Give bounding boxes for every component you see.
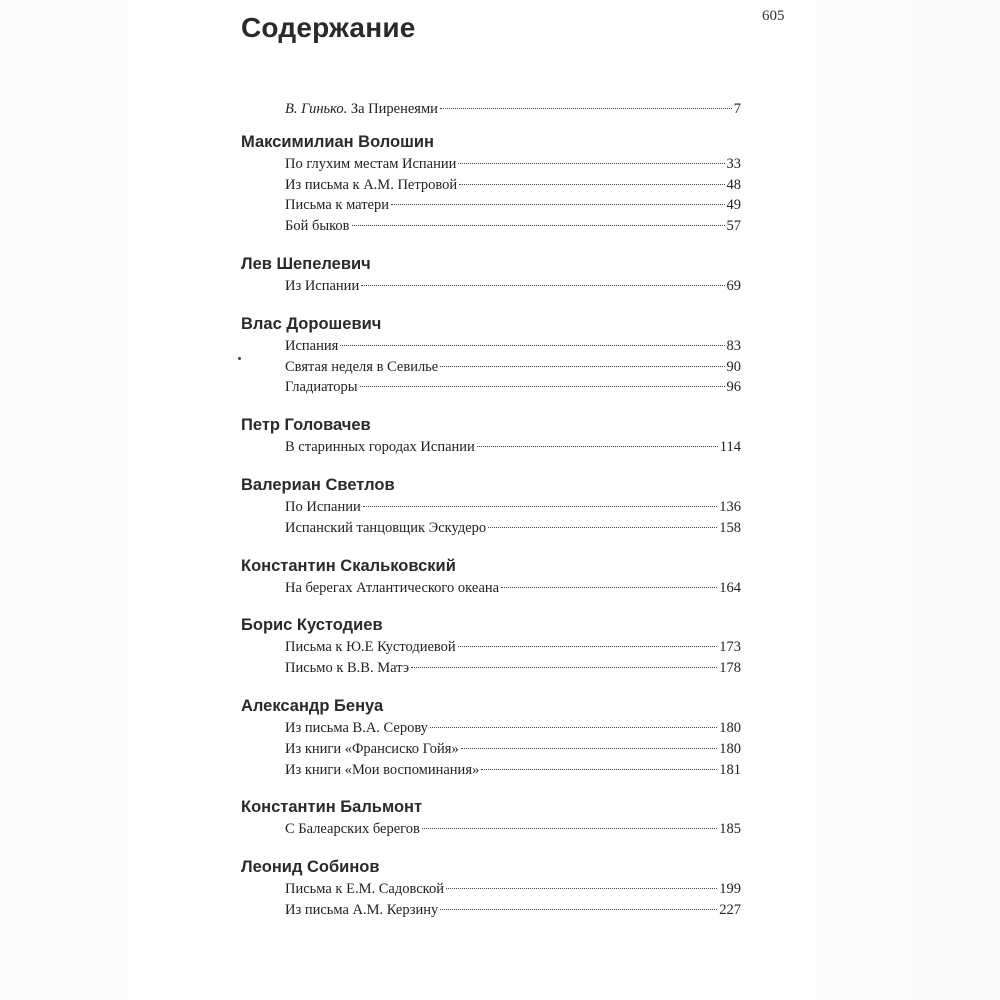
- dot-leader: [361, 285, 724, 286]
- toc-entry-title: Письма к матери: [285, 197, 390, 214]
- toc-entry-title: Из письма А.М. Керзину: [285, 901, 439, 918]
- toc-entry-title: Из Испании: [285, 277, 360, 294]
- dot-leader: [430, 727, 717, 728]
- toc-entry: [285, 819, 741, 840]
- toc-entry-page: 90: [726, 358, 741, 375]
- dot-leader: [461, 748, 718, 749]
- toc-entry-title: В старинных городах Испании: [285, 439, 475, 456]
- toc-entry-title: Из письма к А.М. Петровой: [285, 176, 458, 193]
- section-author: Константин Скальковский: [241, 556, 456, 575]
- toc-entry-page: 180: [719, 719, 741, 736]
- toc-entry-title: Из письма В.А. Серову: [285, 719, 428, 736]
- toc-entry-page: 96: [726, 379, 741, 396]
- section-author: Валериан Светлов: [241, 475, 395, 494]
- dot-leader: [363, 506, 718, 507]
- section-author: Влас Дорошевич: [241, 314, 382, 333]
- dot-leader: [446, 888, 717, 889]
- toc-entry-page: 7: [733, 101, 741, 117]
- toc-entry-page: 173: [719, 639, 741, 656]
- toc-entry-page: 57: [726, 218, 741, 235]
- toc-entry: [285, 900, 741, 921]
- toc-entry-page: 227: [719, 901, 741, 918]
- dot-leader: [352, 225, 725, 226]
- section-author: Леонид Собинов: [241, 858, 380, 877]
- toc-entry-page: 158: [719, 519, 741, 536]
- toc-entry: [285, 437, 741, 458]
- page-title: Содержание: [241, 12, 416, 43]
- dot-leader: [440, 909, 717, 910]
- toc-entry-title: [285, 99, 438, 120]
- toc-entry-title: Письма к Е.М. Садовской: [285, 881, 444, 898]
- toc-entry: [285, 377, 741, 398]
- toc-entry-title: Письмо к В.В. Матэ: [285, 660, 410, 677]
- toc-section: [241, 554, 741, 599]
- toc-entry-page: 69: [726, 277, 741, 294]
- toc-entry-title: Из книги «Мои воспоминания»: [285, 761, 480, 778]
- dot-leader: [488, 527, 717, 528]
- toc-entry: [285, 879, 741, 900]
- toc-entry-page: 33: [726, 155, 741, 172]
- section-author: Максимилиан Волошин: [241, 132, 434, 151]
- toc-entry: [285, 357, 741, 378]
- toc-entry: [285, 497, 741, 518]
- dot-leader: [501, 587, 717, 588]
- toc-entry-page: 180: [719, 740, 741, 757]
- toc-entry: [285, 154, 741, 175]
- dot-leader: [458, 646, 718, 647]
- toc-sections: [241, 130, 741, 921]
- toc-entry: [285, 99, 741, 120]
- toc-intro: [241, 99, 741, 120]
- toc-section: [241, 795, 741, 840]
- section-author: Борис Кустодиев: [241, 616, 383, 635]
- toc-entry-page: 185: [719, 821, 741, 838]
- toc-entry-title: Письма к Ю.Е Кустодиевой: [285, 639, 456, 656]
- toc-entry: [285, 760, 741, 781]
- dot-leader: [440, 108, 732, 109]
- toc-entry: [285, 637, 741, 658]
- toc-entry-page: 178: [719, 660, 741, 677]
- toc-entry: [285, 175, 741, 196]
- intro-title: За Пиренеями: [350, 101, 438, 117]
- toc-entry: [285, 276, 741, 297]
- dot-leader: [391, 204, 724, 205]
- toc-entry-page: 164: [719, 579, 741, 596]
- toc-section: [241, 130, 741, 237]
- toc-entry-title: С Балеарских берегов: [285, 821, 420, 838]
- dot-leader: [360, 386, 725, 387]
- toc-entry-page: 83: [726, 337, 741, 354]
- toc-entry: [285, 739, 741, 760]
- toc-entry-page: 136: [719, 498, 741, 515]
- toc-section: [241, 473, 741, 539]
- toc-entry-title: Испанский танцовщик Эскудеро: [285, 519, 487, 536]
- toc-section: [241, 312, 741, 398]
- toc-entry-title: Святая неделя в Севилье: [285, 358, 439, 375]
- dot-leader: [477, 446, 718, 447]
- toc-entry-page: 199: [719, 881, 741, 898]
- toc-section: [241, 855, 741, 921]
- toc-entry: [285, 216, 741, 237]
- toc-entry-page: 114: [719, 439, 741, 456]
- toc-entry-title: По глухим местам Испании: [285, 155, 457, 172]
- section-author: Петр Головачев: [241, 416, 371, 435]
- toc-entry-title: На берегах Атлантического океана: [285, 579, 500, 596]
- section-author: Александр Бенуа: [241, 696, 384, 715]
- toc-entry-title: Гладиаторы: [285, 379, 358, 396]
- section-author: Лев Шепелевич: [241, 254, 371, 273]
- toc-entry: [285, 336, 741, 357]
- toc-entry-title: Бой быков: [285, 218, 350, 235]
- page-number: 605: [762, 8, 785, 24]
- toc-entry: [285, 718, 741, 739]
- table-of-contents: [241, 99, 741, 936]
- dot-leader: [440, 366, 724, 367]
- dot-leader: [481, 769, 717, 770]
- toc-entry-title: Испания: [285, 337, 339, 354]
- dot-leader: [340, 345, 724, 346]
- section-author: Константин Бальмонт: [241, 798, 423, 817]
- toc-entry: [285, 195, 741, 216]
- dot-leader: [422, 828, 717, 829]
- dot-leader: [411, 667, 717, 668]
- editor-name: В. Гинько.: [285, 101, 348, 117]
- toc-section: [241, 252, 741, 297]
- toc-entry: [285, 578, 741, 599]
- toc-entry: [285, 518, 741, 539]
- toc-entry: [285, 658, 741, 679]
- toc-section: [241, 613, 741, 679]
- toc-entry-title: Из книги «Франсиско Гойя»: [285, 740, 459, 757]
- toc-section: [241, 413, 741, 458]
- dot-leader: [459, 184, 724, 185]
- dot-leader: [458, 163, 724, 164]
- toc-section: [241, 694, 741, 780]
- toc-entry-page: 49: [726, 197, 741, 214]
- toc-entry-page: 48: [726, 176, 741, 193]
- toc-entry-title: По Испании: [285, 498, 361, 515]
- toc-entry-page: 181: [719, 761, 741, 778]
